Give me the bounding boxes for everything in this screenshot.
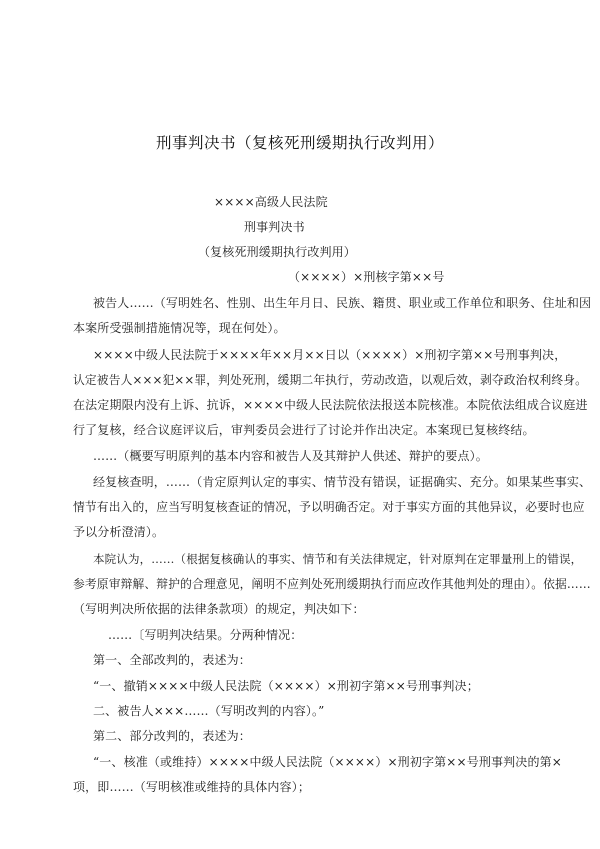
body-line: 情节有出入的，应当写明复核查证的情况，予以明确否定。对于事实方面的其他异议，必要时也应	[73, 500, 585, 514]
court-name: ××××高级人民法院	[214, 195, 328, 209]
body-line: 行了复核，经合议庭评议后，审判委员会进行了讨论并作出决定。本案现已复核终结。	[73, 423, 535, 437]
body-line: “一、撤销××××中级人民法院（××××）×刑初字第××号刑事判决；	[93, 679, 479, 693]
body-line: 项，即……（写明核准或维持的具体内容）；	[73, 780, 311, 794]
body-line: 经复核查明，……（肯定原判认定的事实、情节没有错误，证据确实、充分。如果某些事实、	[93, 475, 592, 489]
body-line: 予以分析澄清）。	[73, 525, 165, 539]
body-line: 被告人……（写明姓名、性别、出生年月日、民族、籍贯、职业或工作单位和职务、住址和因	[93, 296, 592, 310]
doc-type: 刑事判决书	[244, 220, 305, 234]
doc-subtype: （复核死刑缓期执行改判用）	[198, 245, 356, 259]
body-line: 本案所受强制措施情况等，现在何处）。	[73, 321, 286, 335]
body-line: 参考原审辩解、辩护的合理意见，阐明不应判处死刑缓期执行而应改作其他判处的理由）。依据……	[73, 577, 591, 591]
case-number: （××××）×刑核字第××号	[288, 270, 445, 284]
body-line: ……（概要写明原判的基本内容和被告人及其辩护人供述、辩护的要点）。	[93, 449, 488, 463]
body-line: 第二、部分改判的，表述为：	[93, 729, 251, 743]
body-line: ××××中级人民法院于××××年××月××日以（××××）×刑初字第××号刑事判决，	[93, 348, 567, 362]
body-line: （写明判决所依据的法律条款项）的规定，判决如下：	[73, 602, 365, 616]
body-line: 在法定期限内没有上诉、抗诉，××××中级人民法院依法报送本院核准。本院依法组成合议庭进	[73, 398, 588, 412]
body-line: 二、被告人×××……（写明改判的内容）。”	[93, 704, 325, 718]
document-title: 刑事判决书（复核死刑缓期执行改判用）	[155, 134, 444, 152]
body-line: 认定被告人×××犯××罪，判处死刑，缓期二年执行，劳动改造，以观后效，剥夺政治权利终身。	[73, 373, 588, 387]
body-line: “一、核准（或维持）××××中级人民法院（××××）×刑初字第××号刑事判决的第×	[93, 755, 562, 769]
body-line: 本院认为，……（根据复核确认的事实、情节和有关法律规定，针对原判在定罪量刑上的错误，	[93, 552, 583, 566]
body-line: 第一、全部改判的，表述为：	[93, 653, 251, 667]
body-line: ……〔写明判决结果。分两种情况：	[108, 628, 303, 642]
